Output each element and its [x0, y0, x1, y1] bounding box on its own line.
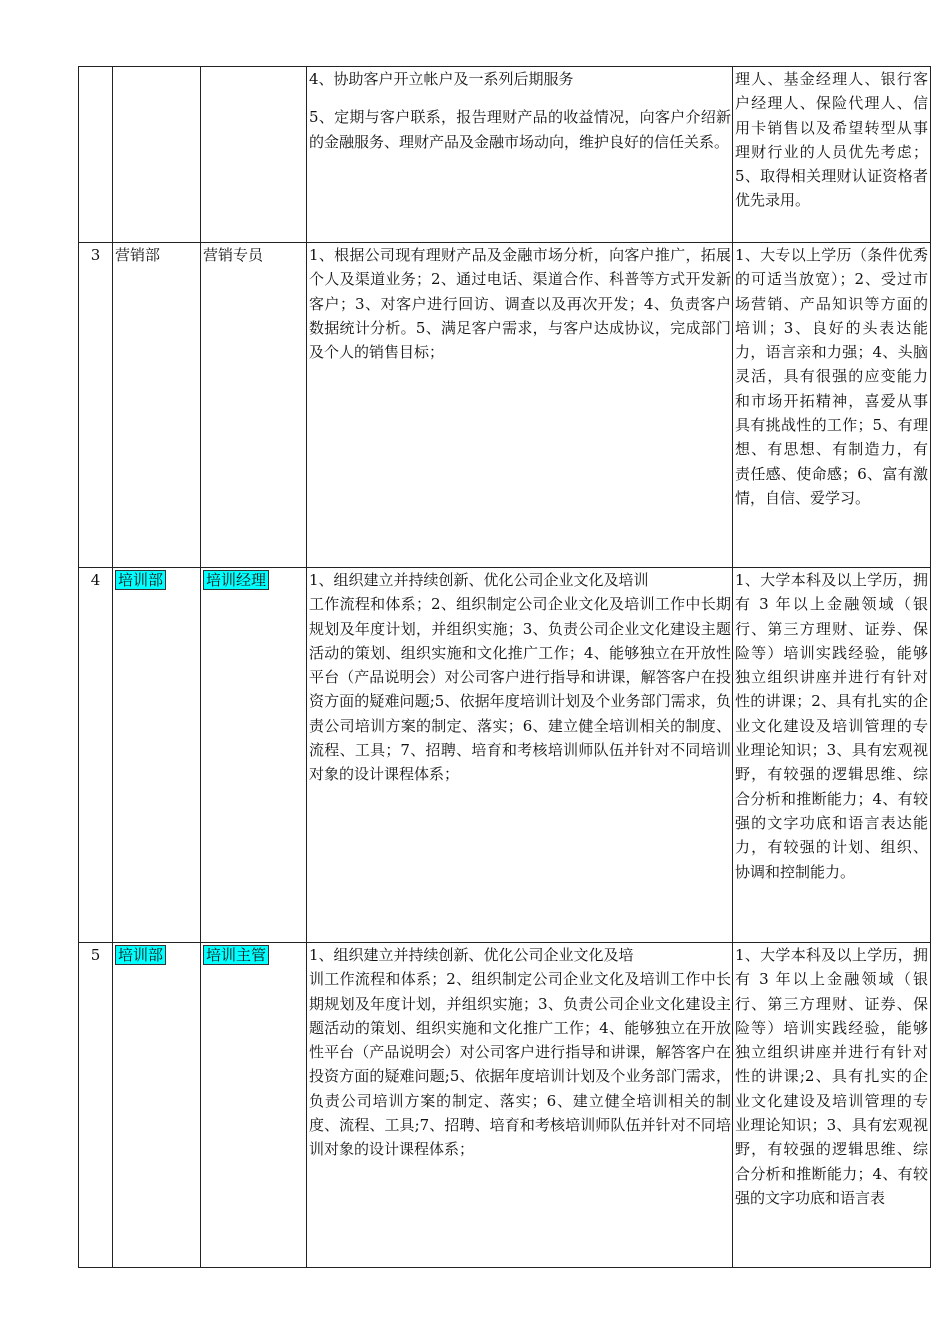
position-cell [201, 943, 307, 1268]
requirements-cell: 理人、基金经理人、银行客户经理人、保险代理人、信用卡销售以及希望转型从事理财行业的人员优先考虑；5、取得相关理财认证资格者优先录用。 [733, 67, 931, 243]
department-cell: 营销部 [113, 243, 201, 568]
row-number [79, 67, 113, 243]
duty-first-line: 1、组织建立并持续创新、优化公司企业文化及培训 [309, 571, 649, 589]
row-number: 5 [79, 943, 113, 1268]
requirements-cell: 1、大学本科及以上学历，拥有 3 年以上金融领域（银行、第三方理财、证券、保险等）培训实践经验，能够独立组织讲座并进行有针对性的讲课;2、具有扎实的企业文化建设及培训管理的专业理论知识；3、具有宏观视野，有较强的逻辑思维、综合分析和推断能力；4、有较强的文字功底和语言表 [733, 943, 931, 1268]
position-cell [201, 67, 307, 243]
duty-paragraph: 工作流程和体系；2、组织制定公司企业文化及培训工作中长期规划及年度计划，并组织实施；3、负责公司企业文化建设主题活动的策划、组织实施和文化推广工作；4、能够独立在开放性平台（产品说明会）对公司客户进行指导和讲课，解答客户在投资方面的疑难问题;5、依据年度培训计划及个业务部门需求，负责公司培训方案的制定、落实；6、建立健全培训相关的制度、流程、工具；7、招聘、培育和考核培训师队伍并针对不同培训对象的设计课程体系； [309, 595, 731, 784]
department-cell [113, 943, 201, 1268]
highlighted-department: 培训部 [115, 945, 166, 965]
department-cell [113, 568, 201, 943]
requirements-cell: 1、大学本科及以上学历，拥有 3 年以上金融领域（银行、第三方理财、证券、保险等）培训实践经验，能够独立组织讲座并进行有针对性的讲课；2、具有扎实的企业文化建设及培训管理的专业理论知识；3、具有宏观视野，有较强的逻辑思维、综合分析和推断能力；4、有较强的文字功底和语言表达能力，有较强的计划、组织、协调和控制能力。 [733, 568, 931, 943]
position-cell: 营销专员 [201, 243, 307, 568]
highlighted-position: 培训主管 [203, 945, 269, 965]
duties-cell: 1、根据公司现有理财产品及金融市场分析，向客户推广，拓展个人及渠道业务；2、通过电话、渠道合作、科普等方式开发新客户；3、对客户进行回访、调查以及再次开发；4、负责客户数据统计分析。5、满足客户需求，与客户达成协议，完成部门及个人的销售目标； [307, 243, 733, 568]
position-cell [201, 568, 307, 943]
highlighted-position: 培训经理 [203, 570, 269, 590]
highlighted-department: 培训部 [115, 570, 166, 590]
duty-paragraph: 5、定期与客户联系，报告理财产品的收益情况，向客户介绍新的金融服务、理财产品及金融市场动向，维护良好的信任关系。 [309, 108, 731, 151]
duties-cell [307, 943, 733, 1268]
table-row [79, 67, 931, 243]
department-cell [113, 67, 201, 243]
duty-paragraph: 训工作流程和体系；2、组织制定公司企业文化及培训工作中长期规划及年度计划，并组织实施；3、负责公司企业文化建设主题活动的策划、组织实施和文化推广工作；4、能够独立在开放性平台（产品说明会）对公司客户进行指导和讲课，解答客户在投资方面的疑难问题;5、依据年度培训计划及个业务部门需求，负责公司培训方案的制定、落实；6、建立健全培训相关的制度、流程、工具;7、招聘、培育和考核培训师队伍并针对不同培训对象的设计课程体系； [309, 970, 731, 1159]
duty-paragraph: 4、协助客户开立帐户及一系列后期服务 [309, 70, 574, 88]
table-row [79, 568, 931, 943]
duty-first-line: 1、组织建立并持续创新、优化公司企业文化及培 [309, 946, 634, 964]
requirements-cell: 1、大专以上学历（条件优秀的可适当放宽）；2、受过市场营销、产品知识等方面的培训；3、良好的头表达能力，语言亲和力强；4、头脑灵活，具有很强的应变能力和市场开拓精神，喜爱从事具有挑战性的工作；5、有理想、有思想、有制造力，有责任感、使命感；6、富有激情，自信、爱学习。 [733, 243, 931, 568]
table-row [79, 943, 931, 1268]
table-row [79, 243, 931, 568]
duties-cell [307, 568, 733, 943]
job-table [78, 66, 931, 1268]
row-number: 4 [79, 568, 113, 943]
row-number: 3 [79, 243, 113, 568]
duties-cell [307, 67, 733, 243]
